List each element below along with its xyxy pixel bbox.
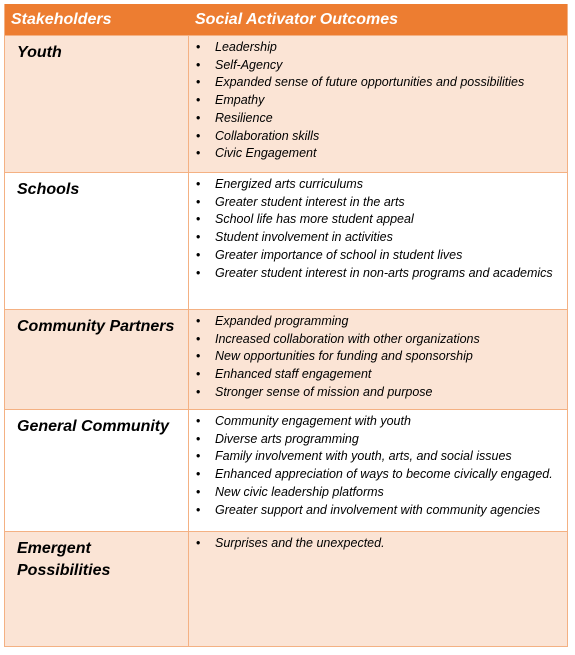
outcome-item: • Resilience xyxy=(215,110,561,128)
table-row-youth xyxy=(5,35,567,172)
outcome-item: • Surprises and the unexpected. xyxy=(215,535,561,553)
table-header xyxy=(5,4,567,35)
header-outcomes: Social Activator Outcomes xyxy=(195,10,399,28)
outcome-item: • Enhanced staff engagement xyxy=(215,366,561,384)
outcome-item: • Civic Engagement xyxy=(215,145,561,163)
outcome-list xyxy=(189,36,567,172)
outcome-item: • Stronger sense of mission and purpose xyxy=(215,384,561,402)
outcome-item: • Empathy xyxy=(215,92,561,110)
outcome-item: • Student involvement in activities xyxy=(215,229,561,247)
outcome-list xyxy=(189,173,567,309)
outcome-item: • Greater student interest in non-arts programs and academics xyxy=(215,265,561,283)
outcome-list xyxy=(189,410,567,531)
outcome-item: • Greater student interest in the arts xyxy=(215,194,561,212)
outcome-item: • Collaboration skills xyxy=(215,128,561,146)
outcome-item: • Family involvement with youth, arts, and social issues xyxy=(215,448,561,466)
stakeholder-label: Emergent Possibilities xyxy=(5,532,189,646)
outcome-item: • Self-Agency xyxy=(215,57,561,75)
stakeholder-outcomes-table xyxy=(4,4,568,647)
outcome-item: • New opportunities for funding and sponsorship xyxy=(215,348,561,366)
outcome-item: • Diverse arts programming xyxy=(215,431,561,449)
header-stakeholders: Stakeholders xyxy=(11,10,112,28)
outcome-item: • Greater support and involvement with community agencies xyxy=(215,502,561,520)
outcome-item: • New civic leadership platforms xyxy=(215,484,561,502)
outcome-item: • School life has more student appeal xyxy=(215,211,561,229)
outcome-item: • Expanded programming xyxy=(215,313,561,331)
table-row-general-community xyxy=(5,409,567,531)
stakeholder-label: Youth xyxy=(5,36,189,172)
outcome-item: • Enhanced appreciation of ways to become civically engaged. xyxy=(215,466,561,484)
outcome-item: • Increased collaboration with other organizations xyxy=(215,331,561,349)
stakeholder-label: Schools xyxy=(5,173,189,309)
outcome-item: • Leadership xyxy=(215,39,561,57)
outcome-list xyxy=(189,310,567,409)
stakeholder-label: Community Partners xyxy=(5,310,189,409)
stakeholder-label: General Community xyxy=(5,410,189,531)
outcome-item: • Community engagement with youth xyxy=(215,413,561,431)
outcome-list xyxy=(189,532,567,646)
outcome-item: • Energized arts curriculums xyxy=(215,176,561,194)
outcome-item: • Expanded sense of future opportunities and possibilities xyxy=(215,74,561,92)
table-row-emergent-possibilities xyxy=(5,531,567,646)
table-row-schools xyxy=(5,172,567,309)
outcome-item: • Greater importance of school in student lives xyxy=(215,247,561,265)
table-row-community-partners xyxy=(5,309,567,409)
